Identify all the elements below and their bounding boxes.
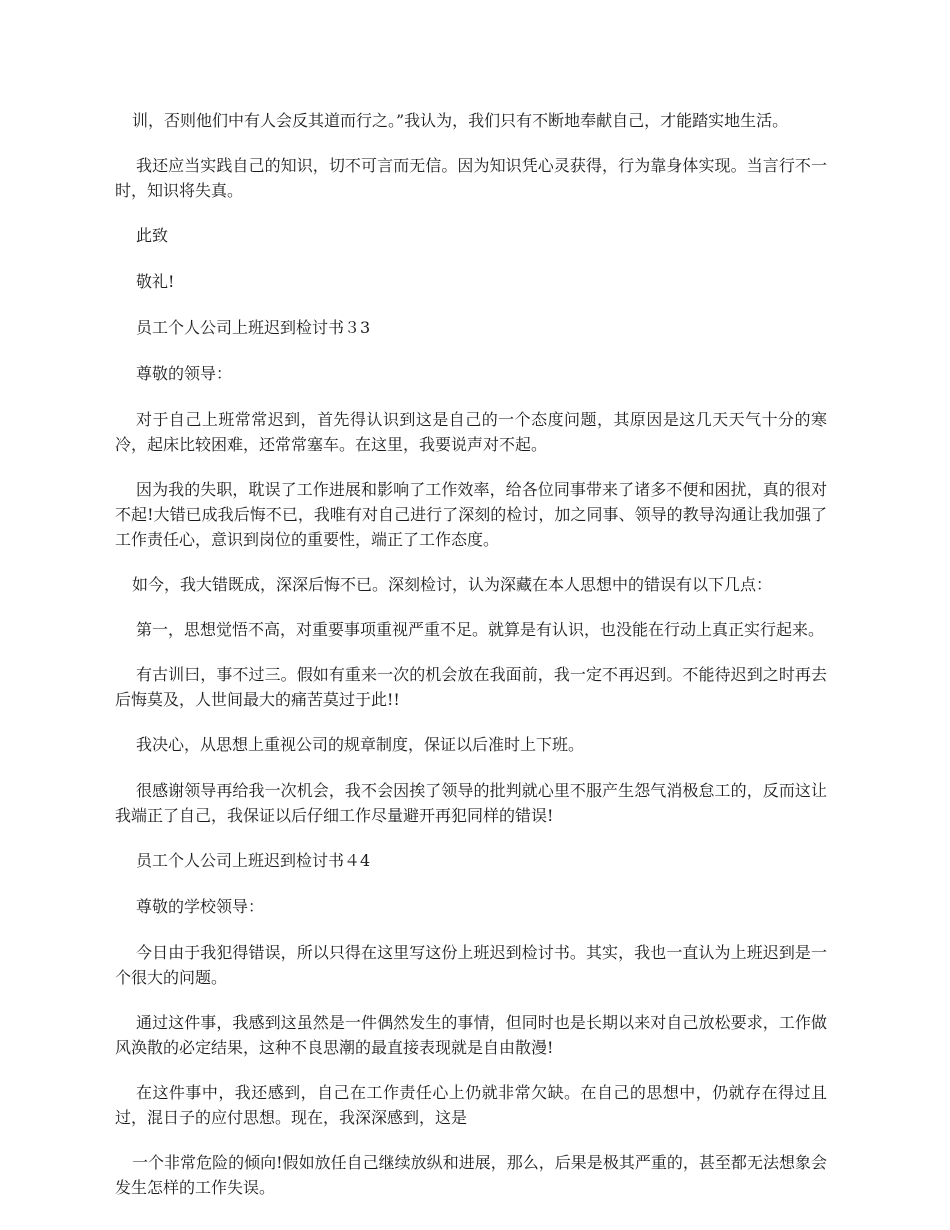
paragraph-5: 如今，我大错既成，深深后悔不已。深刻检讨，认为深藏在本人思想中的错误有以下几点： <box>132 575 773 594</box>
document-page <box>115 108 827 1220</box>
paragraph-10: 今日由于我犯得错误，所以只得在这里写这份上班迟到检讨书。其实，我也一直认为上班迟到是一个很大的问题。 <box>115 943 827 987</box>
greeting-school-leader: 尊敬的学校领导： <box>136 897 265 916</box>
paragraph-3: 对于自己上班常常迟到，首先得认识到这是自己的一个态度问题，其原因是这几天天气十分的寒冷，起床比较困难，还常常塞车。在这里，我要说声对不起。 <box>115 410 827 454</box>
section-title-3: 员工个人公司上班迟到检讨书３3 <box>136 318 371 337</box>
paragraph-11: 通过这件事，我感到这虽然是一件偶然发生的事情，但同时也是长期以来对自己放松要求，工作做风涣散的必定结果，这种不良思潮的最直接表现就是自由散漫! <box>115 1013 827 1057</box>
paragraph-9: 很感谢领导再给我一次机会，我不会因挨了领导的批判就心里不服产生怨气消极怠工的，反而这让我端正了自己，我保证以后仔细工作尽量避开再犯同样的错误! <box>115 781 827 825</box>
paragraph-1: 训，否则他们中有人会反其道而行之。”我认为，我们只有不断地奉献自己，才能踏实地生活。 <box>132 111 789 130</box>
paragraph-6: 第一，思想觉悟不高，对重要事项重视严重不足。就算是有认识，也没能在行动上真正实行起来。 <box>136 620 825 639</box>
section-title-4: 员工个人公司上班迟到检讨书４4 <box>136 851 371 870</box>
paragraph-7: 有古训曰，事不过三。假如有重来一次的机会放在我面前，我一定不再迟到。不能待迟到之时再去后悔莫及，人世间最大的痛苦莫过于此!! <box>115 665 827 709</box>
paragraph-2: 我还应当实践自己的知识，切不可言而无信。因为知识凭心灵获得，行为靠身体实现。当言行不一时，知识将失真。 <box>115 156 827 200</box>
closing-salutation: 此致 <box>136 226 169 245</box>
closing-regards: 敬礼! <box>136 272 175 291</box>
paragraph-12: 在这件事中，我还感到，自己在工作责任心上仍就非常欠缺。在自己的思想中，仍就存在得过且过，混日子的应付思想。现在，我深深感到，这是 <box>115 1083 827 1127</box>
paragraph-8: 我决心，从思想上重视公司的规章制度，保证以后准时上下班。 <box>136 735 585 754</box>
paragraph-4: 因为我的失职，耽误了工作进展和影响了工作效率，给各位同事带来了诸多不便和困扰，真的很对不起!大错已成我后悔不已，我唯有对自己进行了深刻的检讨，加之同事、领导的教导沟通让我加强了工作责任心，意识到岗位的重要性，端正了工作态度。 <box>115 480 827 549</box>
greeting-leader: 尊敬的领导： <box>136 364 233 383</box>
paragraph-13: 一个非常危险的倾向!假如放任自己继续放纵和进展，那么，后果是极其严重的，甚至都无法想象会发生怎样的工作失误。 <box>115 1153 827 1197</box>
